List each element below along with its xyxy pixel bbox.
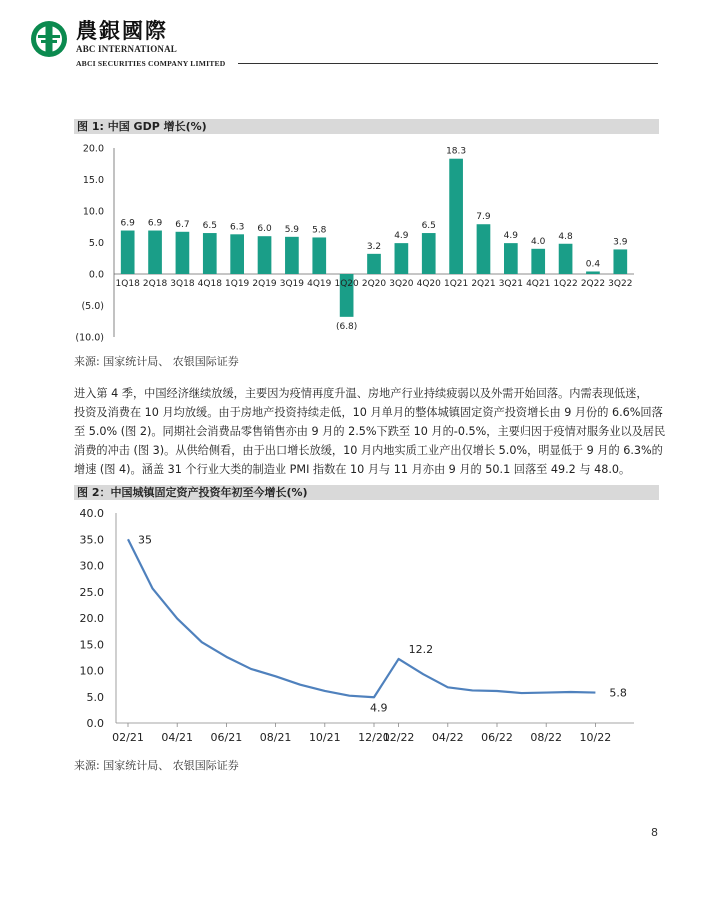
abc-logo-icon <box>30 20 68 58</box>
x-tick-label: 4Q20 <box>416 279 441 289</box>
data-label: 6.9 <box>147 218 163 229</box>
y-tick-label: 5.0 <box>88 238 104 249</box>
x-tick-label: 2Q20 <box>361 279 387 289</box>
x-tick-label: 3Q21 <box>498 279 523 289</box>
y-tick-label: 0.0 <box>86 717 104 730</box>
data-label: 12.2 <box>408 642 434 656</box>
x-tick-label: 3Q19 <box>279 279 305 289</box>
bar <box>312 237 326 274</box>
data-label: 7.9 <box>476 212 491 223</box>
x-tick-label: 04/22 <box>431 731 464 744</box>
bar <box>504 243 518 274</box>
x-tick-label: 06/21 <box>210 731 243 744</box>
x-tick-label: 02/21 <box>112 731 144 744</box>
fai-growth-line-chart <box>74 503 664 748</box>
data-label: 4.0 <box>531 236 546 247</box>
bar <box>531 249 545 274</box>
data-label: 35 <box>138 533 152 547</box>
x-tick-label: 2Q18 <box>142 279 168 289</box>
bar <box>395 243 409 274</box>
bar <box>121 231 135 274</box>
data-label: 3.9 <box>613 237 628 248</box>
data-label: (6.8) <box>335 321 358 332</box>
x-tick-label: 1Q18 <box>115 279 140 289</box>
bar <box>367 254 381 274</box>
data-label: 6.7 <box>175 219 190 230</box>
bar <box>422 233 436 274</box>
data-label: 0.4 <box>585 259 601 270</box>
gdp-growth-bar-chart <box>74 137 664 347</box>
data-label: 4.8 <box>558 231 573 242</box>
y-tick-label: 5.0 <box>86 690 104 704</box>
bar <box>230 234 244 274</box>
x-tick-label: 4Q21 <box>526 279 551 289</box>
brand-english-name: ABC INTERNATIONAL <box>76 44 177 54</box>
figure1-source: 来源: 国家统计局、 农银国际证券 <box>74 355 239 368</box>
x-tick-label: 04/21 <box>161 731 194 744</box>
data-label: 4.9 <box>503 231 519 242</box>
x-tick-label: 08/21 <box>259 731 292 744</box>
paragraph-line: 进入第 4 季，中国经济继续放缓，主要因为疫情再度升温、房地产行业持续疲弱以及外需开始回落。内需表现低迷， <box>74 387 648 400</box>
figure2-title: 图 2：中国城镇固定资产投资年初至今增长(%) <box>74 485 659 500</box>
y-tick-label: 15.0 <box>79 638 104 652</box>
bar <box>148 231 162 274</box>
bar <box>258 236 272 274</box>
x-tick-label: 10/21 <box>308 731 341 744</box>
data-label: 6.9 <box>120 218 135 229</box>
data-label: 6.5 <box>202 221 217 232</box>
x-tick-label: 2Q22 <box>580 279 606 289</box>
y-tick-label: 0.0 <box>88 269 104 281</box>
body-paragraph <box>74 384 664 479</box>
bar <box>586 271 600 274</box>
y-tick-label: 20.0 <box>82 143 104 155</box>
y-tick-label: 25.0 <box>79 585 104 599</box>
x-tick-label: 4Q18 <box>197 279 222 289</box>
data-label: 5.8 <box>312 225 327 236</box>
data-label: 18.3 <box>446 146 467 157</box>
data-label: 5.9 <box>284 224 300 235</box>
data-label: 5.8 <box>609 686 627 700</box>
figure2-source: 来源: 国家统计局、 农银国际证券 <box>74 759 239 772</box>
data-label: 6.5 <box>421 221 436 232</box>
y-tick-label: 20.0 <box>79 612 104 625</box>
x-tick-label: 1Q21 <box>443 279 469 289</box>
x-tick-label: 4Q19 <box>307 279 332 289</box>
data-label: 6.0 <box>257 224 272 235</box>
bar <box>203 233 217 274</box>
paragraph-line: 投资及消费在 10 月均放缓。由于房地产投资持续走低，10 月单月的整体城镇固定资产投资增长由 9 月份的 6.6%回落 <box>74 406 663 419</box>
x-tick-label: 08/22 <box>530 731 563 744</box>
x-tick-label: 3Q20 <box>389 279 414 289</box>
x-tick-label: 02/22 <box>382 731 415 744</box>
bar <box>449 159 463 274</box>
bar <box>176 232 190 274</box>
x-tick-label: 12/21 <box>358 731 390 744</box>
y-tick-label: (10.0) <box>75 332 104 344</box>
data-label: 6.3 <box>229 222 245 233</box>
x-tick-label: 10/22 <box>579 731 612 744</box>
data-label: 4.9 <box>394 231 409 242</box>
bar <box>477 224 491 274</box>
series-line <box>128 539 595 697</box>
y-tick-label: 40.0 <box>79 507 104 520</box>
data-label: 4.9 <box>370 701 388 715</box>
bar <box>613 249 627 274</box>
x-tick-label: 1Q20 <box>334 279 359 289</box>
header-divider <box>238 63 658 64</box>
x-tick-label: 06/22 <box>481 731 513 744</box>
paragraph-line: 消费的冲击 (图 3)。从供给侧看，由于出口增长放缓，10 月内地实质工业产出仅增长 5.0%，明显低于 9 月的 6.3%的 <box>74 444 663 457</box>
brand-company-name: ABCI SECURITIES COMPANY LIMITED <box>76 59 226 68</box>
paragraph-line: 至 5.0% (图 2)。同期社会消费品零售销售亦由 9 月的 2.5%下跌至 10 月的-0.5%，主要归因于疫情对服务业以及居民 <box>74 425 666 438</box>
y-tick-label: 15.0 <box>82 175 104 186</box>
figure1-title: 图 1: 中国 GDP 增长(%) <box>74 119 659 134</box>
page-number: 8 <box>651 826 658 839</box>
data-label: 3.2 <box>366 241 382 252</box>
x-tick-label: 1Q19 <box>225 279 250 289</box>
y-tick-label: 10.0 <box>82 206 104 218</box>
x-tick-label: 2Q21 <box>471 279 496 289</box>
y-tick-label: (5.0) <box>81 301 104 312</box>
x-tick-label: 2Q19 <box>252 279 277 289</box>
bar <box>285 237 299 274</box>
y-tick-label: 35.0 <box>79 533 104 547</box>
x-tick-label: 3Q22 <box>608 279 633 289</box>
y-tick-label: 10.0 <box>79 664 104 678</box>
brand-chinese-name: 農銀國際 <box>76 18 168 43</box>
paragraph-line: 增速 (图 4)。涵盖 31 个行业大类的制造业 PMI 指数在 10 月与 11 月亦由 9 月的 50.1 回落至 49.2 与 48.0。 <box>74 463 631 476</box>
x-tick-label: 3Q18 <box>170 279 195 289</box>
y-tick-label: 30.0 <box>79 559 104 573</box>
bar <box>559 244 573 274</box>
x-tick-label: 1Q22 <box>553 279 578 289</box>
